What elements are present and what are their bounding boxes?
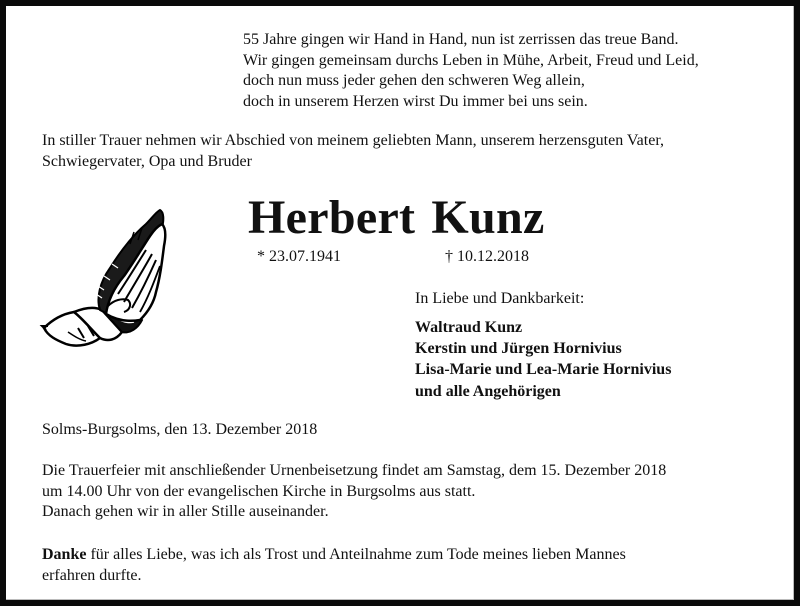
thanks-word: Danke — [42, 546, 87, 563]
closing-line-text: für alles Liebe, was ich als Trost und Anteilnahme zum Tode meines lieben Mannes — [86, 546, 626, 563]
praying-hands-icon — [38, 202, 188, 352]
first-name: Herbert — [248, 191, 416, 244]
place-and-date: Solms-Burgsolms, den 13. Dezember 2018 — [42, 421, 318, 438]
verse-line: doch in unserem Herzen wirst Du immer bei uns sein. — [243, 92, 588, 110]
verse-poem — [243, 30, 699, 112]
mourners-list — [415, 317, 671, 402]
closing-line: erfahren durfte. — [42, 566, 142, 584]
closing-thanks — [42, 545, 626, 586]
ceremony-line: um 14.00 Uhr von der evangelischen Kirche in Burgsolms aus statt. — [42, 482, 476, 500]
intro-text — [42, 130, 664, 172]
verse-line: 55 Jahre gingen wir Hand in Hand, nun ist zerrissen das treue Band. — [243, 31, 679, 48]
last-name: Kunz — [431, 191, 545, 244]
mourner-name: und alle Angehörigen — [415, 382, 561, 400]
verse-line: doch nun muss jeder gehen den schweren Weg allein, — [243, 72, 585, 89]
closing-line — [42, 545, 626, 566]
verse-line: Wir gingen gemeinsam durchs Leben in Mühe, Arbeit, Freud und Leid, — [243, 51, 699, 69]
intro-line: Schwiegervater, Opa und Bruder — [42, 153, 252, 170]
ceremony-info — [42, 461, 666, 523]
ceremony-line: Die Trauerfeier mit anschließender Urnenbeisetzung findet am Samstag, dem 15. Dezember 2018 — [42, 462, 667, 479]
mourner-name: Lisa-Marie und Lea-Marie Hornivius — [415, 361, 672, 379]
mourner-name: Kerstin und Jürgen Hornivius — [415, 340, 622, 358]
ceremony-line: Danach gehen wir in aller Stille auseinander. — [42, 503, 329, 521]
mourners-label: In Liebe und Dankbarkeit: — [415, 290, 585, 307]
death-date: † 10.12.2018 — [445, 248, 529, 265]
intro-line: In stiller Trauer nehmen wir Abschied von meinem geliebten Mann, unserem herzensguten Vater, — [42, 132, 665, 149]
obituary-notice — [6, 6, 794, 600]
deceased-name — [248, 192, 545, 244]
mourner-name: Waltraud Kunz — [415, 319, 523, 336]
birth-date: * 23.07.1941 — [257, 248, 341, 265]
